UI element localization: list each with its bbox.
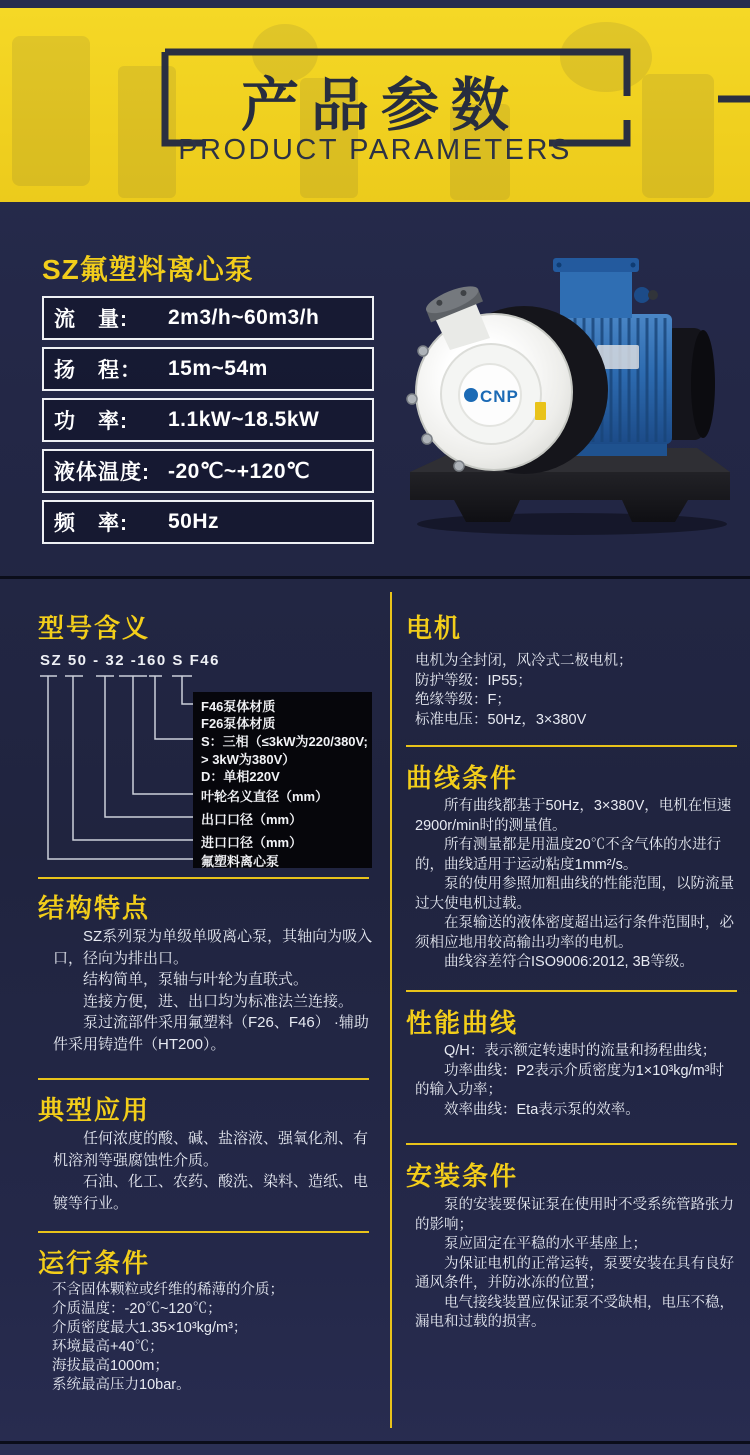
spec-row-flow [42,296,374,340]
section-title-typical-applications: 典型应用 [38,1095,151,1125]
spec-row-liquid-temp [42,449,374,493]
paragraph: 泵的安装要保证泵在使用时不受系统管路张力的影响； [415,1197,734,1233]
section-title-structure: 结构特点 [38,893,151,923]
paragraph: 曲线容差符合ISO9006:2012, 3B等级。 [444,954,694,970]
diagram-label: 出口口径（mm） [201,812,303,827]
paragraph: 不含固体颗粒或纤维的稀薄的介质； [52,1282,284,1298]
section-title-model-meaning: 型号含义 [38,613,151,643]
spec-value: 50Hz [168,510,220,533]
spec-value: 15m~54m [168,357,268,380]
paragraph: 介质密度最大1.35×10³kg/m³； [52,1320,248,1336]
product-name: SZ氟塑料离心泵 [42,254,254,285]
spec-value: -20℃~+120℃ [168,459,311,483]
paragraph: 效率曲线：Eta表示泵的效率。 [444,1101,640,1118]
section-rule [38,877,369,879]
paragraph: 结构简单，泵轴与叶轮为直联式。 [83,971,309,988]
spec-row-head [42,347,374,391]
curve-section-text [415,797,737,973]
cnp-badge [459,364,521,426]
paragraph: 所有测量都是用温度20℃不含气体的水进行的，曲线适用于运动粘度1mm²/s。 [415,837,722,873]
structure-section-text [53,926,374,1055]
typical-section-text [53,1128,374,1214]
paragraph: 环境最高+40℃； [52,1339,164,1355]
footer-strip [0,1444,750,1455]
section-title-curve-conditions: 曲线条件 [406,763,519,793]
paragraph: 为保证电机的正常运转，泵要安装在具有良好通风条件，并防冰冻的位置； [415,1255,734,1291]
paragraph: Q/H：表示额定转速时的流量和扬程曲线； [444,1043,717,1059]
paragraph: 任何浓度的酸、碱、盐溶液、强氧化剂、有机溶剂等强腐蚀性介质。 [53,1130,369,1169]
paragraph: 绝缘等级：F； [415,692,511,708]
motor-section-text [415,652,737,730]
section-rule [406,1143,737,1145]
paragraph: 泵过流部件采用氟塑料（F26、F46） ·辅助件采用铸造件（HT200）。 [53,1014,369,1053]
section-title-motor: 电机 [406,613,463,643]
paragraph: 电机为全封闭，风冷式二极电机； [415,653,633,669]
pump-product-image [392,250,742,550]
paragraph: 连接方便，进、出口均为标准法兰连接。 [83,992,354,1010]
diagram-label: F26泵体材质 [201,716,276,731]
spec-row-frequency [42,500,374,544]
spec-label: 频 率: [54,512,128,535]
paragraph: 泵应固定在平稳的水平基座上； [444,1236,647,1252]
paragraph: 防护等级：IP55； [415,672,532,689]
header-banner [0,8,750,202]
paragraph: 介质温度：-20℃~120℃； [52,1301,222,1317]
cnp-logo-text: CNP [480,387,519,406]
column-divider [390,592,392,1428]
spec-label: 功 率: [54,410,128,433]
paragraph: 所有曲线都基于50Hz，3×380V，电机在恒速2900r/min时的测量值。 [415,798,732,834]
diagram-label: 叶轮名义直径（mm） [201,789,329,804]
section-title-performance-curves: 性能曲线 [406,1008,519,1038]
section-rule [406,745,737,747]
warning-sticker [535,402,546,420]
performance-section-text [415,1042,737,1120]
paragraph: 电气接线装置应保证泵不受缺相，电压不稳，漏电和过载的损害。 [415,1294,734,1330]
paragraph: 海拔最高1000m； [52,1358,169,1374]
paragraph: 在泵输送的液体密度超出运行条件范围时，必须相应地用较高输出功率的电机。 [415,915,734,951]
paragraph: SZ系列泵为单级单吸离心泵，其轴向为吸入口，径向为排出口。 [53,928,373,967]
operating-section-text [52,1281,382,1395]
spec-row-power [42,398,374,442]
suction-flange [423,281,490,350]
section-rule [38,1231,369,1233]
banner-title: 产品参数 [240,73,521,138]
section-title-installation-conditions: 安装条件 [406,1161,519,1191]
spec-table [42,296,374,551]
paragraph: 石油、化工、农药、酸洗、染料、造纸、电镀等行业。 [53,1173,369,1212]
banner-subtitle: PRODUCT PARAMETERS [178,134,572,166]
spec-value: 2m3/h~60m3/h [168,306,320,329]
diagram-label: F46泵体材质 [201,699,276,714]
cnp-logo-icon [464,388,478,402]
section-rule [406,990,737,992]
model-meaning-diagram [38,652,372,876]
motor-terminal-box [553,258,658,318]
diagram-label: S：三相（≤3kW为220/380V; [201,734,368,749]
spec-value: 1.1kW~18.5kW [168,408,320,431]
diagram-label: 进口口径（mm） [201,835,303,850]
diagram-label: > 3kW为380V） [201,752,296,767]
diagram-label: 氟塑料离心泵 [201,854,280,869]
spec-label: 扬 程： [54,359,142,382]
paragraph: 标准电压：50Hz，3×380V [415,711,587,728]
spec-label: 流 量: [54,308,128,331]
spec-label: 液体温度: [54,461,150,484]
installation-section-text [415,1196,737,1333]
diagram-label: D：单相220V [201,769,280,784]
paragraph: 泵的使用参照加粗曲线的性能范围，以防流量过大使电机过载。 [415,876,734,912]
horizontal-divider [0,576,750,579]
paragraph: 系统最高压力10bar。 [52,1377,191,1393]
paragraph: 功率曲线：P2表示介质密度为1×10³kg/m³时的输入功率； [415,1062,724,1098]
model-code: SZ 50 - 32 -160 S F46 [40,652,220,669]
section-title-operating-conditions: 运行条件 [38,1248,151,1278]
section-rule [38,1078,369,1080]
